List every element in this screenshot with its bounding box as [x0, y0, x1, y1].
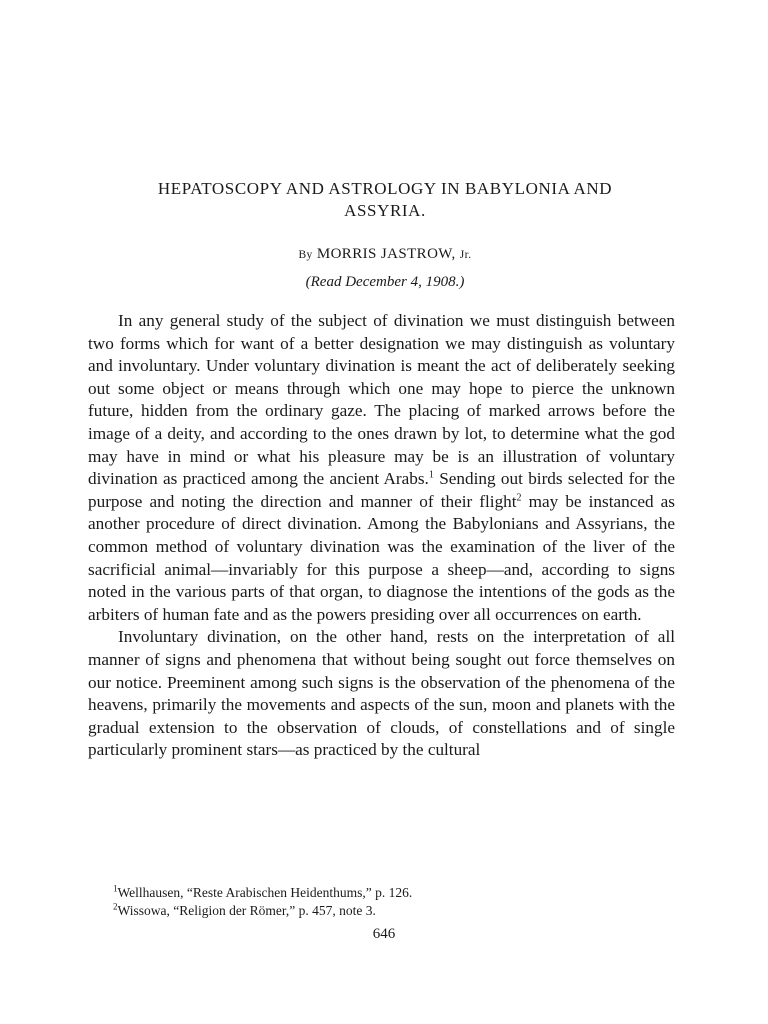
- paragraph-1: [88, 310, 675, 626]
- footnotes: [113, 884, 673, 920]
- footnote-2-text: Wissowa, “Religion der Römer,” p. 457, note 3.: [117, 903, 376, 918]
- paragraph-1-part-b: Sending out birds selected for the purpose and noting the direction and manner of their flight: [88, 469, 675, 511]
- footnote-2-mark: 2: [113, 901, 118, 912]
- footnote-2: [113, 902, 673, 920]
- footnote-ref-1: 1: [428, 469, 434, 481]
- read-date: (Read December 4, 1908.): [305, 274, 465, 290]
- footnote-1-mark: 1: [113, 883, 118, 894]
- page-number: 646: [372, 926, 396, 942]
- article-title: [80, 178, 690, 222]
- title-line-1: HEPATOSCOPY AND ASTROLOGY IN BABYLONIA AND: [157, 179, 613, 198]
- title-line-2: ASSYRIA.: [344, 201, 426, 220]
- paragraph-2: Involuntary divination, on the other hand, rests on the interpretation of all manner of signs and phenomena that without being sought out force themselves on our notice. Preeminent among such signs is the observation of the phenomena of the heavens, primarily the movements and aspects of the sun, moon and planets with the gradual extension to the observation of clouds, of constellations and of single particularly prominent stars—as practiced by the cultural: [88, 627, 675, 760]
- footnote-ref-2: 2: [516, 492, 522, 504]
- paragraph-1-part-c: may be instanced as another procedure of direct divination. Among the Babylonians and Assyrians, the common method of voluntary divination was the examination of the liver of the sacrificial animal—invariably for this purpose a sheep—and, according to signs noted in the various parts of that organ, to diagnose the intentions of the gods as the arbiters of human fate and as the powers presiding over all occurrences on earth.: [88, 491, 675, 624]
- author-suffix: Jr.: [459, 249, 472, 261]
- byline-by: By: [298, 249, 313, 261]
- author-name: MORRIS JASTROW,: [316, 246, 456, 262]
- footnote-1-text: Wellhausen, “Reste Arabischen Heidenthums,” p. 126.: [117, 885, 413, 900]
- footnote-1: [113, 884, 673, 902]
- paragraph-1-part-a: In any general study of the subject of divination we must distinguish between two forms which for want of a better designation we may distinguish as voluntary and involuntary. Under voluntary divination is meant the act of deliberately seeking out some object or means through which one may hope to pierce the unknown future, hidden from the ordinary gaze. The placing of marked arrows before the image of a deity, and according to the ones drawn by lot, to determine what the god may have in mind or what his pleasure may be is an illustration of voluntary divination as practiced among the ancient Arabs.: [88, 311, 675, 489]
- author-byline: [80, 246, 690, 263]
- article-body: [88, 310, 675, 762]
